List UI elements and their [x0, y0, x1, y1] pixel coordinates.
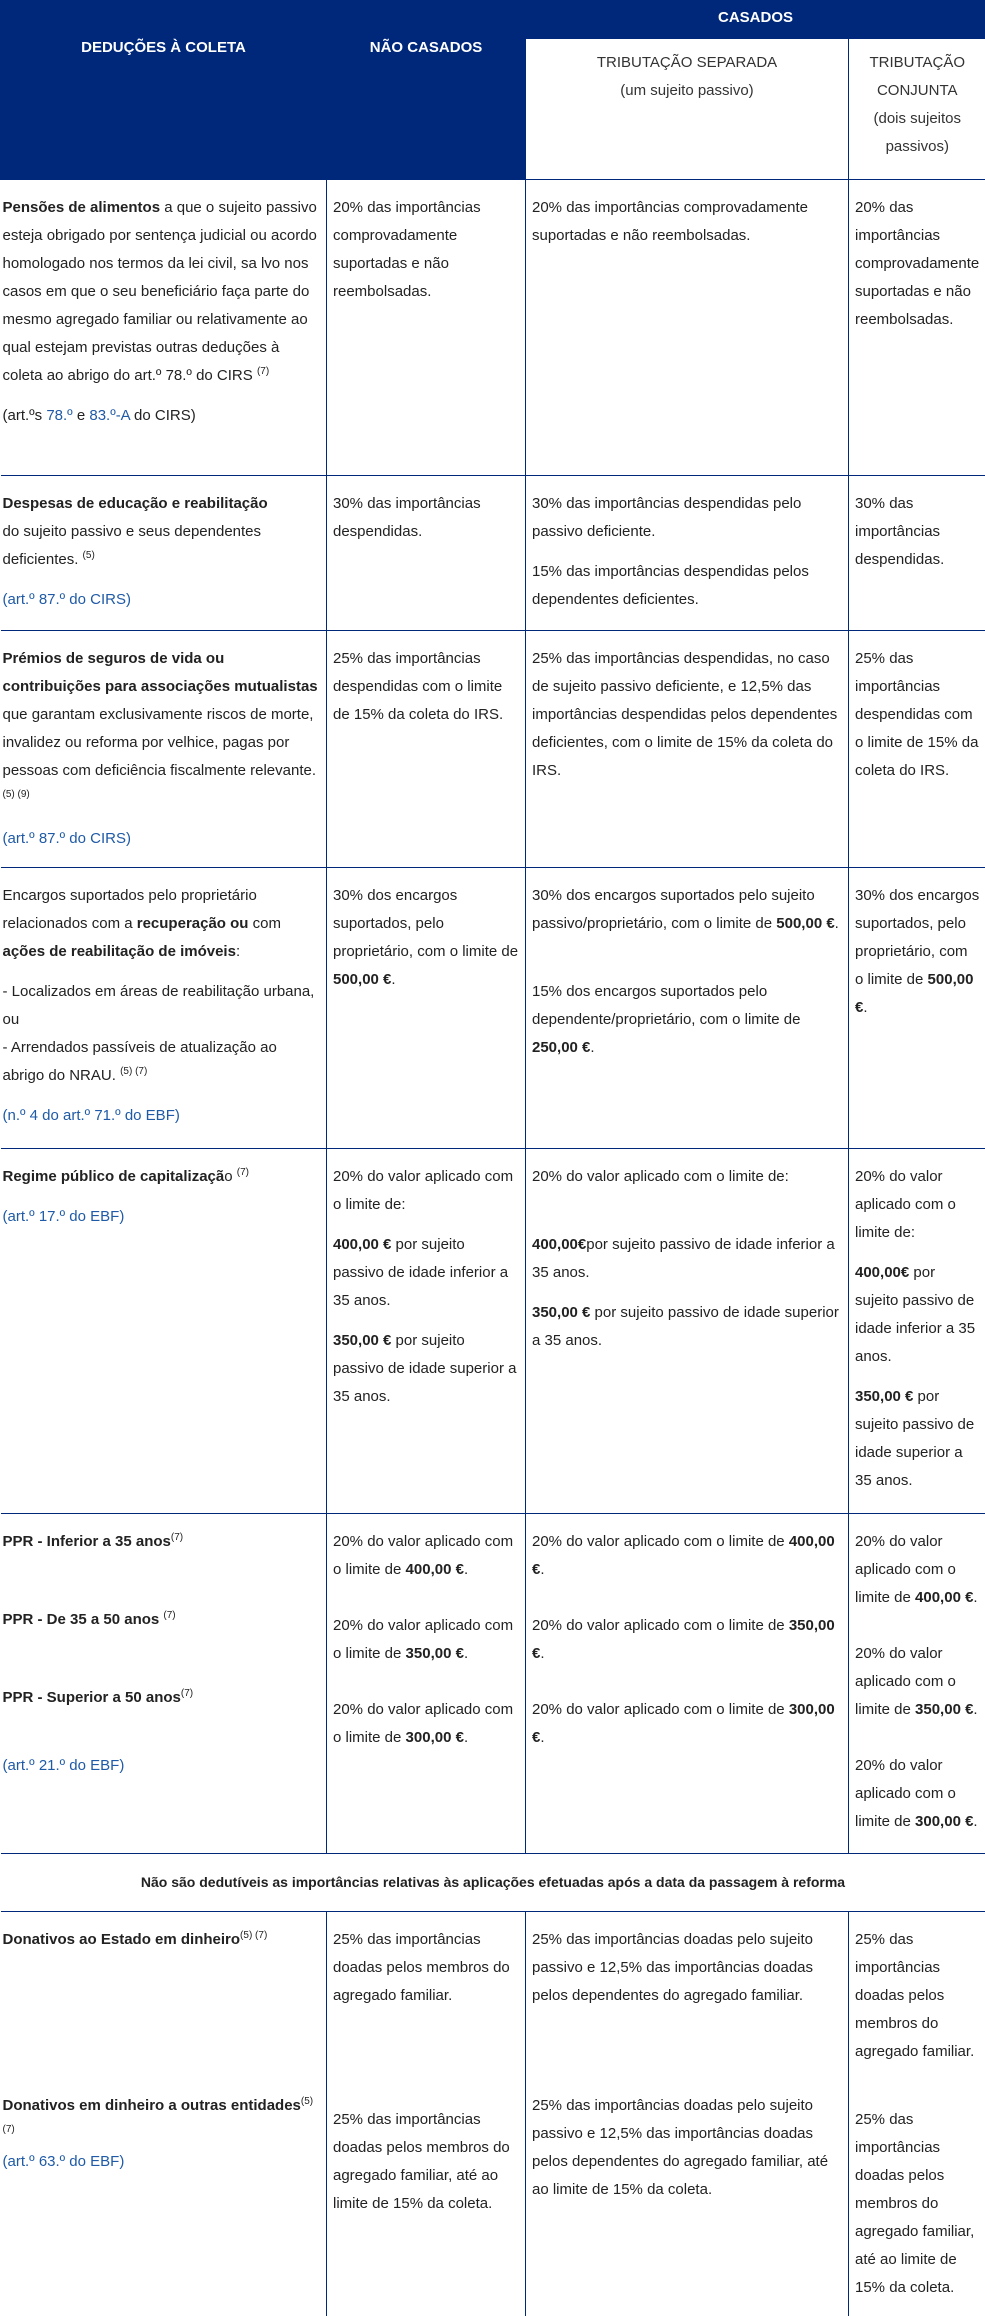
- punct: .: [464, 1561, 468, 1578]
- cell-amount: 350,00 €: [855, 1388, 913, 1405]
- cell-amount: 500,00 €: [776, 915, 834, 932]
- cell-amount: 350,00 €: [532, 1304, 590, 1321]
- cell-amount: 400,00€: [855, 1264, 909, 1281]
- cell-amount: 350,00 €: [532, 1617, 835, 1662]
- cell-text: 25% das importâncias doadas pelo sujeito passivo e 12,5% das importâncias doadas pelos dependentes do agregado familiar.: [532, 1926, 842, 2010]
- cell-text: 20% do valor aplicado com o limite de: [855, 1645, 956, 1718]
- ref-text: e: [73, 407, 90, 424]
- header-tributacao-separada: [526, 39, 849, 180]
- row-title: Donativos ao Estado em dinheiro: [3, 1931, 241, 1948]
- footnote-ref: (5) (7): [120, 1066, 147, 1077]
- cell-text: por sujeito passivo de idade inferior a 35 anos.: [333, 1236, 508, 1309]
- link-art-71[interactable]: (n.º 4 do art.º 71.º do EBF): [3, 1102, 321, 1130]
- footnote-ref: (7): [3, 2124, 15, 2135]
- cell-nao-casados: [327, 1912, 526, 2316]
- cell-amount: 400,00 €: [915, 1589, 973, 1606]
- cell-text: 20% do valor aplicado com o limite de:: [855, 1163, 980, 1247]
- cell-nao-casados: [327, 1514, 526, 1854]
- table-row: [1, 868, 985, 1149]
- cell-nao-casados: [327, 1149, 526, 1514]
- cell-nao-casados: 20% das importâncias comprovadamente suportadas e não reembolsadas.: [327, 180, 526, 476]
- cell-separada: 25% das importâncias despendidas, no caso de sujeito passivo deficiente, e 12,5% das importâncias despendidas pelos dependentes deficientes, com o limite de 15% da coleta do IRS.: [526, 631, 849, 868]
- note-row: Não são dedutíveis as importâncias relativas às aplicações efetuadas após a data da passagem à reforma: [1, 1854, 985, 1912]
- row-title: PPR - Superior a 50 anos: [3, 1689, 181, 1706]
- punct: .: [464, 1729, 468, 1746]
- header-casados: CASADOS: [526, 1, 985, 39]
- cell-amount: 350,00 €: [406, 1645, 464, 1662]
- cell-separada: [526, 476, 849, 631]
- cell-nao-casados: 25% das importâncias despendidas com o limite de 15% da coleta do IRS.: [327, 631, 526, 868]
- row-title: PPR - De 35 a 50 anos: [3, 1611, 164, 1628]
- cell-text: 20% do valor aplicado com o limite de: [532, 1533, 789, 1550]
- cell-text: 25% das importâncias doadas pelos membros do agregado familiar.: [855, 1926, 980, 2066]
- cell-text: 20% do valor aplicado com o limite de: [532, 1701, 789, 1718]
- cell-separada: 20% das importâncias comprovadamente suportadas e não reembolsadas.: [526, 180, 849, 476]
- cell-text: 30% dos encargos suportados pelo sujeito passivo/proprietário, com o limite de: [532, 887, 815, 932]
- cell-text: por sujeito passivo de idade superior a 35 anos.: [333, 1332, 516, 1405]
- cell-amount: 350,00 €: [915, 1701, 973, 1718]
- row-ppr-label: [1, 1514, 327, 1854]
- cell-amount: 400,00 €: [532, 1533, 835, 1578]
- cell-amount: 300,00 €: [406, 1729, 464, 1746]
- footnote-ref: (5) (9): [3, 789, 30, 800]
- cell-text: por sujeito passivo de idade inferior a 35 anos.: [532, 1236, 835, 1281]
- list-item: - Arrendados passíveis de atualização ao abrigo do NRAU.: [3, 1039, 277, 1084]
- cell-text: 15% das importâncias despendidas pelos dependentes deficientes.: [532, 558, 842, 614]
- cell-separada: [526, 1912, 849, 2316]
- table-row: [1, 631, 985, 868]
- cell-separada: [526, 1514, 849, 1854]
- row-pensoes-label: [1, 180, 327, 476]
- link-art-21[interactable]: (art.º 21.º do EBF): [3, 1752, 321, 1780]
- cell-amount: 400,00€: [532, 1236, 586, 1253]
- footnote-ref: (5) (7): [240, 1930, 267, 1941]
- row-emphasis: recuperação ou: [137, 915, 249, 932]
- ref-text: do CIRS): [130, 407, 196, 424]
- row-desc: Encargos suportados pelo proprietário relacionados com a: [3, 887, 257, 932]
- header-tributacao-conjunta: [849, 39, 985, 180]
- row-encargos-label: [1, 868, 327, 1149]
- row-title: Prémios de seguros de vida ou contribuições para associações mutualistas: [3, 650, 318, 695]
- table-row: [1, 476, 985, 631]
- table-row: [1, 1912, 985, 2316]
- cell-text: 15% dos encargos suportados pelo dependente/proprietário, com o limite de: [532, 983, 801, 1028]
- row-desc: que garantam exclusivamente riscos de morte, invalidez ou reforma por velhice, pagas por pessoas com deficiência fiscalmente relevante.: [3, 706, 317, 779]
- cell-nao-casados: 30% das importâncias despendidas.: [327, 476, 526, 631]
- cell-amount: 300,00 €: [532, 1701, 835, 1746]
- row-seguros-label: [1, 631, 327, 868]
- cell-conjunta: [849, 1514, 985, 1854]
- header-sep-title: TRIBUTAÇÃO SEPARADA: [527, 49, 847, 77]
- punct: .: [540, 1645, 544, 1662]
- footnote-ref: (7): [163, 1610, 175, 1621]
- header-conj-title: TRIBUTAÇÃO CONJUNTA: [850, 49, 985, 105]
- cell-amount: 500,00 €: [333, 971, 391, 988]
- header-conj-sub: (dois sujeitos passivos): [850, 105, 985, 161]
- cell-amount: 350,00 €: [333, 1332, 391, 1349]
- cell-amount: 400,00 €: [333, 1236, 391, 1253]
- cell-conjunta: [849, 1912, 985, 2316]
- row-title: Pensões de alimentos: [3, 199, 161, 216]
- punct: .: [464, 1645, 468, 1662]
- punct: .: [973, 1589, 977, 1606]
- row-desc: do sujeito passivo e seus dependentes deficientes.: [3, 523, 262, 568]
- cell-separada: [526, 1149, 849, 1514]
- row-title: Donativos em dinheiro a outras entidades: [3, 2097, 301, 2114]
- cell-text: 25% das importâncias doadas pelo sujeito passivo e 12,5% das importâncias doadas pelos dependentes do agregado familiar, até ao limite de 15% da coleta.: [532, 2092, 842, 2204]
- table-row: [1, 1514, 985, 1854]
- table-row: [1, 180, 985, 476]
- cell-text: 20% do valor aplicado com o limite de: [333, 1617, 513, 1662]
- punct: .: [540, 1729, 544, 1746]
- footnote-ref: (5): [83, 550, 95, 561]
- cell-conjunta: [849, 1149, 985, 1514]
- link-art-63[interactable]: (art.º 63.º do EBF): [3, 2148, 321, 2176]
- row-capitalizacao-label: [1, 1149, 327, 1514]
- row-desc: com: [248, 915, 281, 932]
- row-title: PPR - Inferior a 35 anos: [3, 1533, 171, 1550]
- header-deducoes: DEDUÇÕES À COLETA: [1, 1, 327, 180]
- cell-text: 20% do valor aplicado com o limite de: [532, 1617, 789, 1634]
- cell-text: 20% do valor aplicado com o limite de: [333, 1701, 513, 1746]
- cell-text: 30% das importâncias despendidas pelo passivo deficiente.: [532, 490, 842, 546]
- cell-text: 30% dos encargos suportados, pelo proprietário, com o limite de: [855, 887, 979, 988]
- header-nao-casados: NÃO CASADOS: [327, 1, 526, 180]
- link-art-87[interactable]: (art.º 87.º do CIRS): [3, 586, 321, 614]
- row-desc: o: [224, 1168, 237, 1185]
- cell-nao-casados: 30% dos encargos suportados, pelo proprietário, com o limite de 500,00 €.: [327, 868, 526, 1149]
- cell-text: 25% das importâncias doadas pelos membros do agregado familiar.: [333, 1926, 519, 2010]
- footnote-ref: (5): [301, 2096, 313, 2107]
- link-art-83a[interactable]: 83.º-A: [89, 407, 130, 424]
- footnote-ref: (7): [181, 1688, 193, 1699]
- link-art-17[interactable]: (art.º 17.º do EBF): [3, 1203, 321, 1231]
- cell-conjunta: 20% das importâncias comprovadamente suportadas e não reembolsadas.: [849, 180, 985, 476]
- cell-text: 30% dos encargos suportados, pelo proprietário, com o limite de: [333, 887, 518, 960]
- row-desc: :: [236, 943, 240, 960]
- cell-conjunta: 25% das importâncias despendidas com o limite de 15% da coleta do IRS.: [849, 631, 985, 868]
- cell-amount: 500,00 €: [855, 971, 973, 1016]
- footnote-ref: (7): [171, 1532, 183, 1543]
- cell-text: 20% do valor aplicado com o limite de:: [333, 1163, 519, 1219]
- cell-separada: 30% dos encargos suportados pelo sujeito passivo/proprietário, com o limite de 500,00 €. 15% dos encargos suportados pelo dependente/proprietário, com o limite de 250,00 €.: [526, 868, 849, 1149]
- footnote-ref: (7): [257, 366, 269, 377]
- link-art-87[interactable]: (art.º 87.º do CIRS): [3, 825, 321, 853]
- row-desc: a que o sujeito passivo esteja obrigado por sentença judicial ou acordo homologado nos termos da lei civil, sa lvo nos casos em que o seu beneficiário faça parte do mesmo agregado familiar ou relativamente ao qual estejam previstas outras deduções à coleta ao abrigo do art.º 78.º do CIRS: [3, 199, 317, 384]
- cell-text: por sujeito passivo de idade superior a 35 anos.: [855, 1388, 974, 1489]
- cell-amount: 400,00 €: [406, 1561, 464, 1578]
- row-title: Regime público de capitalizaçã: [3, 1168, 225, 1185]
- cell-amount: 300,00 €: [915, 1813, 973, 1830]
- header-sep-sub: (um sujeito passivo): [527, 77, 847, 105]
- ref-text: (art.ºs: [3, 407, 47, 424]
- row-educacao-label: [1, 476, 327, 631]
- cell-text: 20% do valor aplicado com o limite de: [333, 1533, 513, 1578]
- cell-text: 20% do valor aplicado com o limite de: [855, 1533, 956, 1606]
- cell-text: 20% do valor aplicado com o limite de: [855, 1757, 956, 1830]
- table-row: [1, 1854, 985, 1912]
- cell-text: por sujeito passivo de idade inferior a 35 anos.: [855, 1264, 975, 1365]
- row-title: Despesas de educação e reabilitação: [3, 495, 268, 512]
- cell-text: 25% das importâncias doadas pelos membros do agregado familiar, até ao limite de 15% da coleta.: [855, 2106, 980, 2302]
- cell-text: por sujeito passivo de idade superior a 35 anos.: [532, 1304, 839, 1349]
- punct: .: [973, 1701, 977, 1718]
- punct: .: [973, 1813, 977, 1830]
- list-item: - Localizados em áreas de reabilitação urbana, ou: [3, 978, 321, 1034]
- cell-conjunta: 30% dos encargos suportados, pelo proprietário, com o limite de 500,00 €.: [849, 868, 985, 1149]
- punct: .: [540, 1561, 544, 1578]
- link-art-78[interactable]: 78.º: [46, 407, 72, 424]
- row-donativos-label: [1, 1912, 327, 2316]
- table-row: [1, 1149, 985, 1514]
- cell-amount: 250,00 €: [532, 1039, 590, 1056]
- footnote-ref: (7): [237, 1167, 249, 1178]
- cell-text: 25% das importâncias doadas pelos membros do agregado familiar, até ao limite de 15% da coleta.: [333, 2106, 519, 2218]
- cell-conjunta: 30% das importâncias despendidas.: [849, 476, 985, 631]
- cell-text: 20% do valor aplicado com o limite de:: [532, 1163, 842, 1191]
- row-emphasis: ações de reabilitação de imóveis: [3, 943, 236, 960]
